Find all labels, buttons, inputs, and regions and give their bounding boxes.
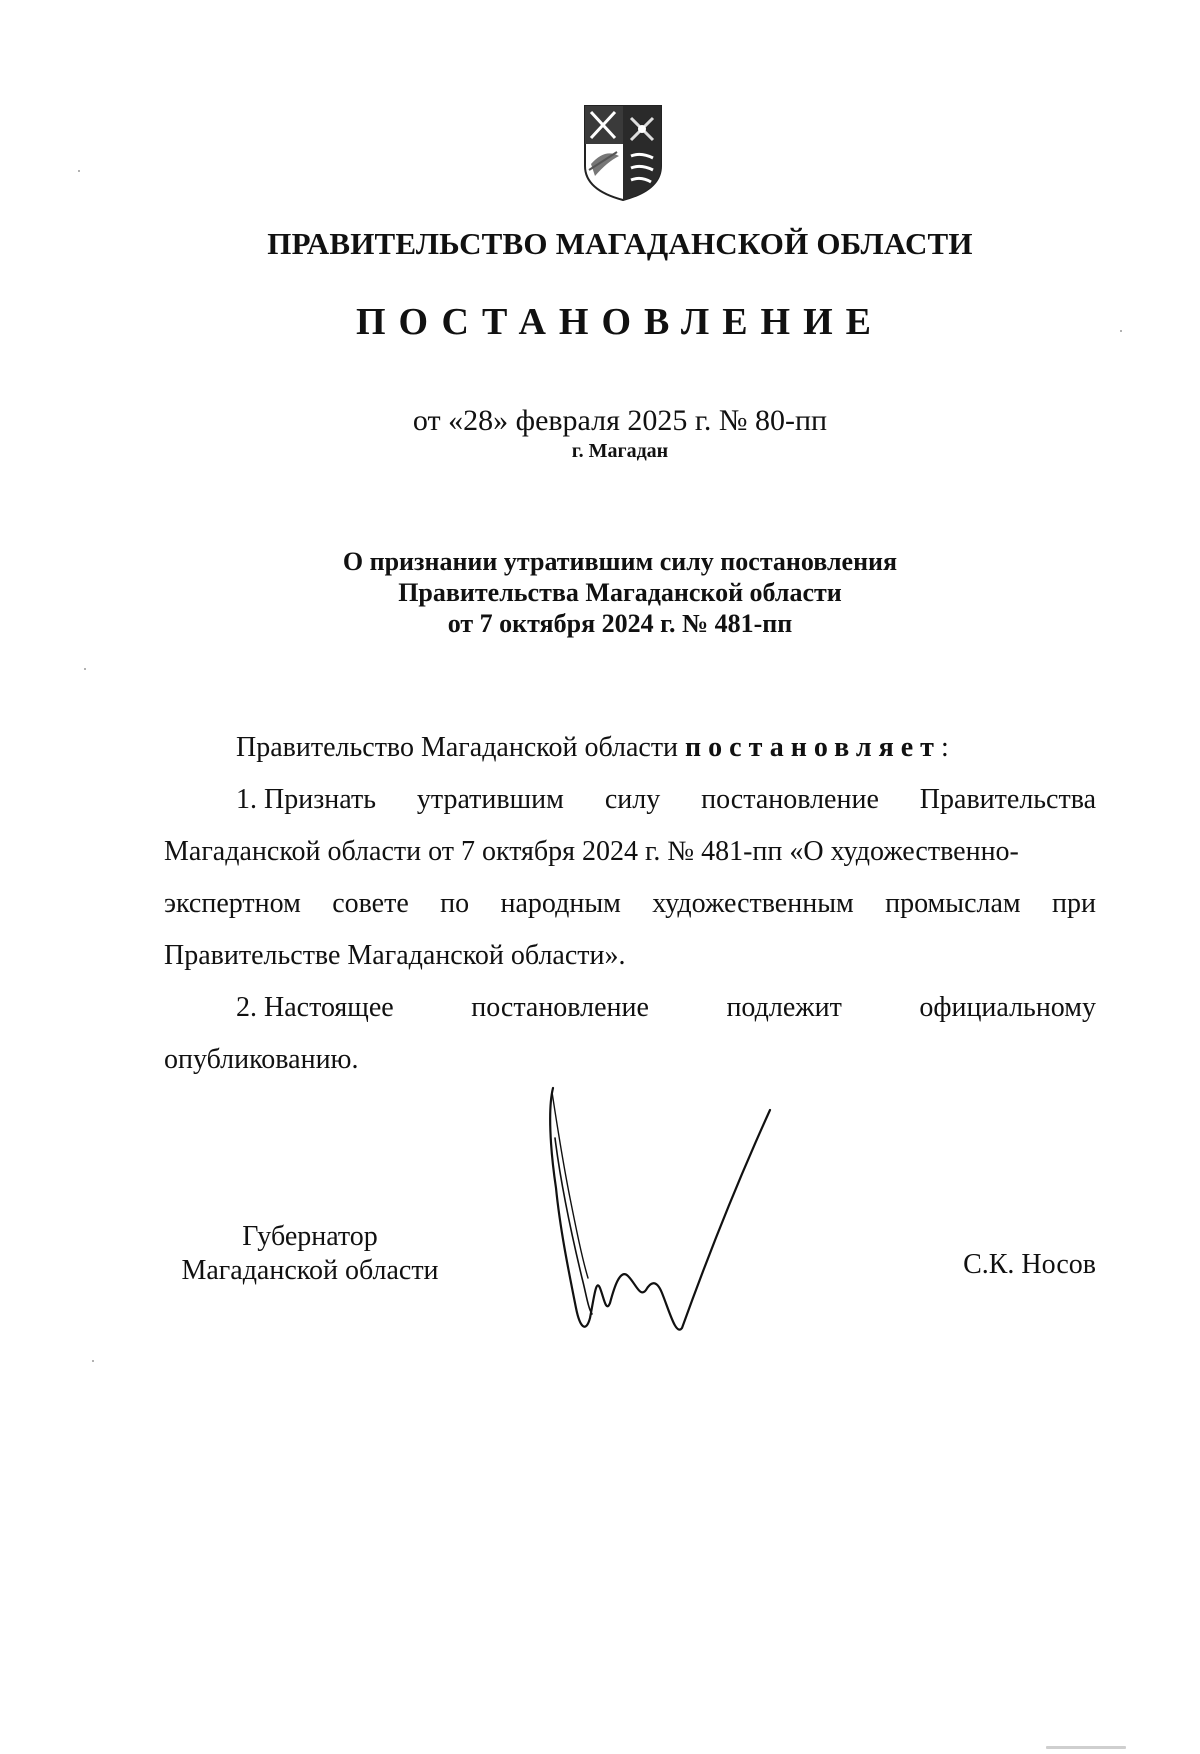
item-1-line-4: Правительстве Магаданской области». bbox=[164, 940, 626, 971]
word: промыслам bbox=[885, 888, 1021, 919]
signatory-position-line-2: Магаданской области bbox=[181, 1255, 439, 1286]
subject-line-1: О признании утратившим силу постановления bbox=[342, 547, 898, 576]
document-subject bbox=[0, 546, 1200, 639]
word: 1. Признать bbox=[236, 784, 376, 815]
government-title: ПРАВИТЕЛЬСТВО МАГАДАНСКОЙ ОБЛАСТИ bbox=[267, 226, 973, 261]
preamble-colon: : bbox=[940, 732, 949, 763]
document-body bbox=[164, 722, 1096, 1086]
word: художественным bbox=[652, 888, 854, 919]
signatory-name: С.К. Носов bbox=[963, 1249, 1096, 1280]
item-1-line-3 bbox=[164, 878, 1096, 930]
scan-speck bbox=[1120, 330, 1122, 332]
word: совете bbox=[332, 888, 409, 919]
word: при bbox=[1052, 888, 1096, 919]
item-2-line-2: опубликованию. bbox=[164, 1044, 359, 1075]
word: народным bbox=[500, 888, 621, 919]
handwritten-signature bbox=[530, 1078, 790, 1338]
document-date-number: от «28» февраля 2025 г. № 80-пп bbox=[412, 404, 828, 437]
scan-speck bbox=[92, 1360, 94, 1362]
scan-edge-mark bbox=[1046, 1746, 1126, 1749]
item-1-line-1 bbox=[164, 774, 1096, 826]
word: экспертном bbox=[164, 888, 301, 919]
item-1-line-2: Магаданской области от 7 октября 2024 г. № 481-пп «О художественно- bbox=[164, 836, 1019, 867]
word: Правительства bbox=[919, 784, 1096, 815]
scan-speck bbox=[78, 170, 80, 172]
word: официальному bbox=[919, 992, 1096, 1023]
subject-line-3: от 7 октября 2024 г. № 481-пп bbox=[447, 609, 793, 638]
preamble-subject: Правительство Магаданской области bbox=[236, 732, 679, 763]
document-type-heading: ПОСТАНОВЛЕНИЕ bbox=[355, 301, 885, 343]
subject-line-2: Правительства Магаданской области bbox=[398, 578, 842, 607]
word: постановление bbox=[471, 992, 649, 1023]
word: постановление bbox=[701, 784, 879, 815]
preamble bbox=[164, 722, 1096, 774]
word: подлежит bbox=[726, 992, 842, 1023]
word: силу bbox=[604, 784, 661, 815]
word: по bbox=[440, 888, 470, 919]
preamble-verb: постановляет bbox=[685, 732, 941, 763]
signatory-position bbox=[160, 1220, 460, 1288]
scan-speck bbox=[84, 668, 86, 670]
document-city: г. Магадан bbox=[571, 440, 669, 462]
item-2-line-1 bbox=[164, 982, 1096, 1034]
coat-of-arms-emblem bbox=[581, 104, 665, 202]
word: утратившим bbox=[416, 784, 564, 815]
signatory-position-line-1: Губернатор bbox=[242, 1221, 378, 1252]
word: 2. Настоящее bbox=[236, 992, 394, 1023]
